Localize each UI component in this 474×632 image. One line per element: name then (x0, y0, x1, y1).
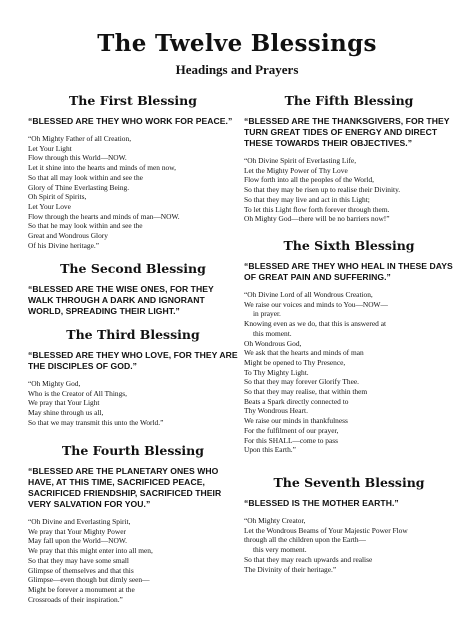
prayer-line: Oh Wondrous God, (244, 338, 302, 348)
blessing-prayer (244, 290, 454, 455)
prayer-line: So that they may have some small (28, 555, 129, 565)
prayer-line: We pray that Your Light (28, 398, 100, 408)
prayer-line: May fall upon the World—NOW. (28, 536, 127, 546)
prayer-line: “Oh Divine Spirit of Everlasting Life, (244, 156, 357, 165)
prayer-line: Let Your Light (28, 143, 72, 153)
blessing-section (28, 93, 238, 250)
blessing-section (244, 93, 454, 224)
blessing-affirmation: “BLESSED ARE THE PLANETARY ONES WHO HAVE, AT THIS TIME, SACRIFICED PEACE, SACRIFICED FRIENDSHIP, SACRIFICED THEIR VERY SALVATION FOR YOU.” (28, 466, 222, 509)
page-title: The Twelve Blessings (97, 30, 377, 57)
blessing-heading: The Fifth Blessing (284, 93, 414, 108)
prayer-line: We ask that the hearts and minds of man (244, 348, 364, 358)
blessing-prayer (28, 134, 238, 250)
prayer-line: So that all may look within and see the (28, 172, 143, 182)
prayer-line: Might be opened to Thy Presence, (244, 357, 346, 367)
prayer-line: So that we may transmit this unto the World.” (28, 417, 164, 427)
prayer-line: For this SHALL—come to pass (244, 435, 339, 445)
prayer-line: “Oh Mighty God, (28, 379, 81, 388)
blessing-affirmation: “BLESSED ARE THE WISE ONES, FOR THEY WALK THROUGH A DARK AND IGNORANT WORLD, SPREADING THEIR LIGHT.” (28, 284, 214, 316)
blessing-section (28, 443, 238, 604)
prayer-line: Flow through the hearts and minds of man—NOW. (28, 211, 180, 221)
prayer-line: Of his Divine heritage.” (28, 240, 100, 250)
blessing-section (28, 327, 238, 428)
prayer-line: Might be forever a monument at the (28, 584, 135, 594)
prayer-line: We pray that Your Mighty Power (28, 526, 126, 536)
blessing-section (28, 261, 238, 324)
prayer-line: Crossroads of their inspiration.” (28, 594, 123, 604)
prayer-line: Flow through this World—NOW. (28, 153, 127, 163)
prayer-line: So that they may forever Glorify Thee. (244, 377, 359, 387)
prayer-line: this moment. (253, 328, 292, 338)
prayer-line: Glory of Thine Everlasting Being. (28, 182, 130, 192)
blessing-affirmation: “BLESSED ARE THE THANKSGIVERS, FOR THEY TURN GREAT TIDES OF ENERGY AND DIRECT THESE TOWARDS THEIR OBJECTIVES.” (244, 116, 450, 148)
prayer-line: The Divinity of their heritage.” (244, 564, 337, 574)
prayer-line: May shine through us all, (28, 408, 104, 418)
prayer-line: So that he may look within and see the (28, 221, 143, 231)
blessing-section (244, 475, 454, 574)
prayer-line: We raise our voices and minds to You—NOW— (244, 299, 388, 309)
prayer-line: Flow forth into all the peoples of the World, (244, 175, 375, 185)
prayer-line: To Thy Mighty Light. (244, 367, 309, 377)
prayer-line: “Oh Divine Lord of all Wondrous Creation, (244, 290, 373, 299)
prayer-line: So that they may be risen up to realise their Divinity. (244, 185, 401, 195)
blessing-affirmation: “BLESSED ARE THEY WHO LOVE, FOR THEY ARE THE DISCIPLES OF GOD.” (28, 350, 238, 371)
blessing-affirmation: “BLESSED ARE THEY WHO HEAL IN THESE DAYS OF GREAT PAIN AND SUFFERING.” (244, 261, 453, 282)
blessing-heading: The First Blessing (69, 93, 197, 108)
blessing-heading: The Fourth Blessing (61, 443, 205, 458)
prayer-line: So that they may reach upwards and realise (244, 554, 373, 564)
prayer-line: Thy Wondrous Heart. (244, 406, 308, 416)
prayer-line: “Oh Divine and Everlasting Spirit, (28, 517, 131, 526)
blessing-prayer (244, 156, 454, 224)
prayer-line: Let it shine into the hearts and minds of men now, (28, 163, 176, 173)
blessing-heading: The Sixth Blessing (283, 238, 415, 253)
prayer-line: Beats a Spark directly connected to (244, 396, 349, 406)
prayer-line: Glimpse—even though but dimly seen— (28, 575, 150, 585)
blessing-affirmation: “BLESSED ARE THEY WHO WORK FOR PEACE.” (28, 116, 233, 126)
prayer-line: this very moment. (253, 545, 307, 555)
prayer-line: For the fulfilment of our prayer, (244, 425, 339, 435)
prayer-line: To let this Light flow forth forever through them. (244, 204, 390, 214)
blessing-heading: The Second Blessing (60, 261, 206, 276)
blessing-section (244, 238, 454, 455)
prayer-line: Great and Wondrous Glory (28, 231, 108, 241)
prayer-line: So that they may realise, that within them (244, 387, 368, 397)
blessing-prayer (244, 516, 454, 574)
blessing-prayer (28, 379, 238, 428)
prayer-line: Oh Spirit of Spirits, (28, 192, 87, 202)
prayer-line: “Oh Mighty Father of all Creation, (28, 134, 132, 143)
prayer-line: Upon this Earth.” (244, 445, 296, 455)
prayer-line: We pray that this might enter into all men, (28, 546, 153, 556)
prayer-line: Let the Wondrous Beams of Your Majestic Power Flow (244, 525, 408, 535)
prayer-line: So that they may live and act in this Light; (244, 194, 370, 204)
prayer-line: Knowing even as we do, that this is answered at (244, 319, 387, 329)
prayer-line: Let the Mighty Power of Thy Love (244, 165, 348, 175)
page-subtitle: Headings and Prayers (175, 62, 299, 77)
prayer-line: We raise our minds in thankfulness (244, 416, 348, 426)
blessing-prayer (28, 517, 238, 604)
blessing-heading: The Seventh Blessing (273, 475, 425, 490)
blessing-affirmation: “BLESSED IS THE MOTHER EARTH.” (244, 498, 399, 508)
prayer-line: Let Your Love (28, 201, 71, 211)
prayer-line: Who is the Creator of All Things, (28, 388, 128, 398)
prayer-line: Oh Mighty God—there will be no barriers now!” (244, 214, 390, 224)
blessing-heading: The Third Blessing (66, 327, 200, 342)
prayer-line: “Oh Mighty Creator, (244, 516, 306, 525)
prayer-line: in prayer. (253, 309, 281, 319)
prayer-line: Glimpse of themselves and that this (28, 565, 134, 575)
prayer-line: through all the children upon the Earth— (244, 535, 366, 545)
